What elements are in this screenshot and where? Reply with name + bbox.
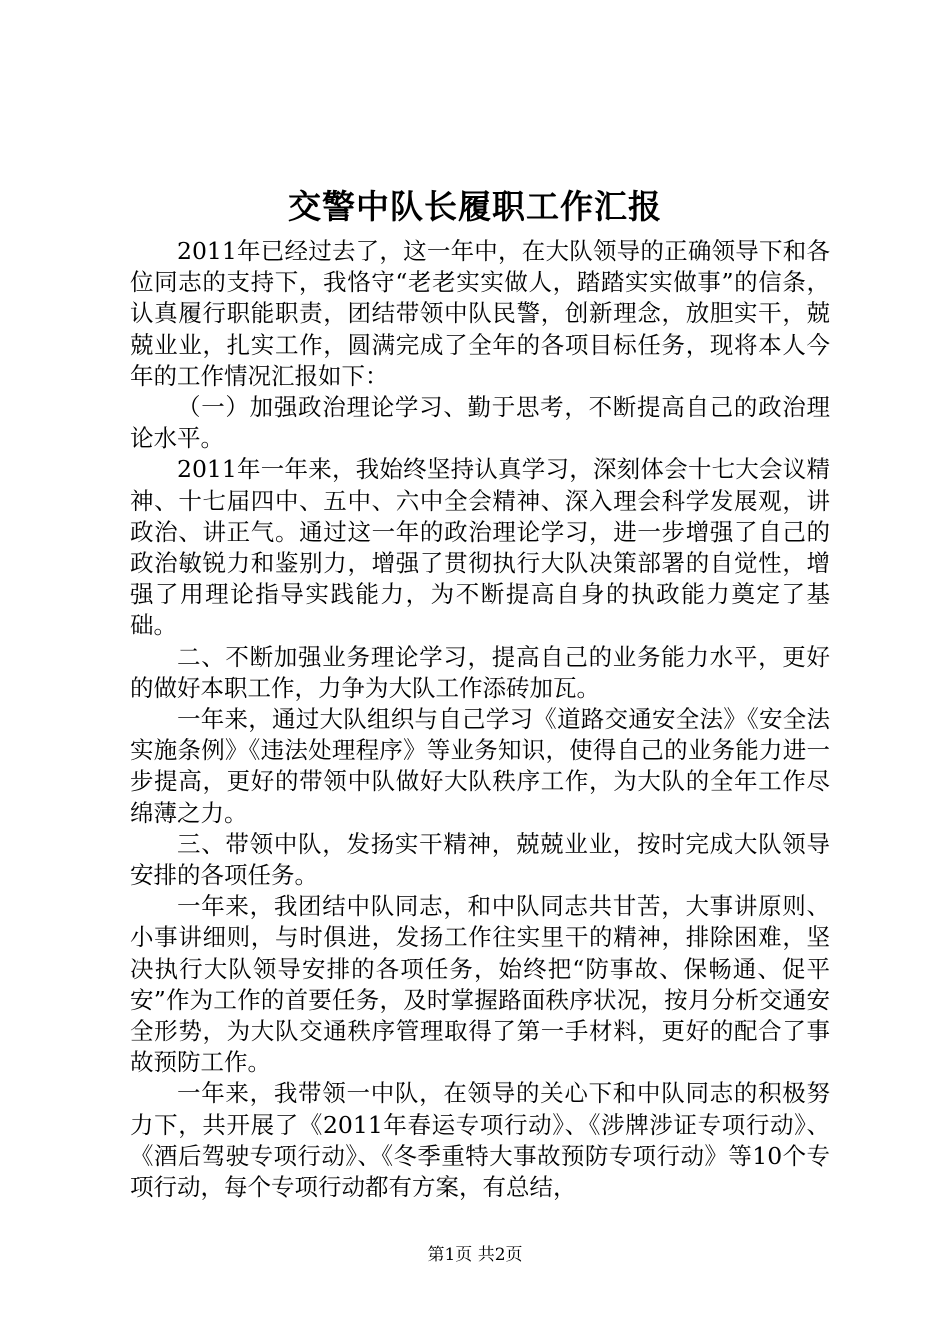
section-heading: 三、带领中队，发扬实干精神，兢兢业业，按时完成大队领导安排的各项任务。 [130, 829, 830, 890]
paragraph: 一年来，我团结中队同志，和中队同志共甘苦，大事讲原则、小事讲细则，与时俱进，发扬工作往实里干的精神，排除困难，坚决执行大队领导安排的各项任务，始终把“防事故、保畅通、促平安”作为工作的首要任务，及时掌握路面秩序状况，按月分析交通安全形势，为大队交通秩序管理取得了第一手材料，更好的配合了事故预防工作。 [130, 892, 830, 1077]
section-heading: （一）加强政治理论学习、勤于思考，不断提高自己的政治理论水平。 [130, 393, 830, 453]
page-footer: 第1页 共2页 [427, 1245, 523, 1265]
paragraph: 2011年一年来，我始终坚持认真学习，深刻体会十七大会议精神、十七届四中、五中、六中全会精神、深入理会科学发展观，讲政治、讲正气。通过这一年的政治理论学习，进一步增强了自己的政治敏锐力和鉴别力，增强了贯彻执行大队决策部署的自觉性，增强了用理论指导实践能力，为不断提高自身的执政能力奠定了基础。 [130, 455, 830, 640]
section-heading: 二、不断加强业务理论学习，提高自己的业务能力水平，更好的做好本职工作，力争为大队工作添砖加瓦。 [130, 642, 830, 702]
paragraph: 一年来，我带领一中队，在领导的关心下和中队同志的积极努力下，共开展了《2011年春运专项行动》、《涉牌涉证专项行动》、《酒后驾驶专项行动》、《冬季重特大事故预防专项行动》等10个专项行动，每个专项行动都有方案，有总结， [130, 1079, 830, 1202]
document-body [130, 236, 830, 1203]
document-title: 交警中队长履职工作汇报 [288, 187, 662, 226]
paragraph: 2011年已经过去了，这一年中，在大队领导的正确领导下和各位同志的支持下，我恪守“老老实实做人，踏踏实实做事”的信条，认真履行职能职责，团结带领中队民警，创新理念，放胆实干，兢兢业业，扎实工作，圆满完成了全年的各项目标任务，现将本人今年的工作情况汇报如下： [130, 237, 830, 390]
paragraph: 一年来，通过大队组织与自己学习《道路交通安全法》《安全法实施条例》《违法处理程序》等业务知识，使得自己的业务能力进一步提高，更好的带领中队做好大队秩序工作，为大队的全年工作尽绵薄之力。 [130, 705, 830, 827]
